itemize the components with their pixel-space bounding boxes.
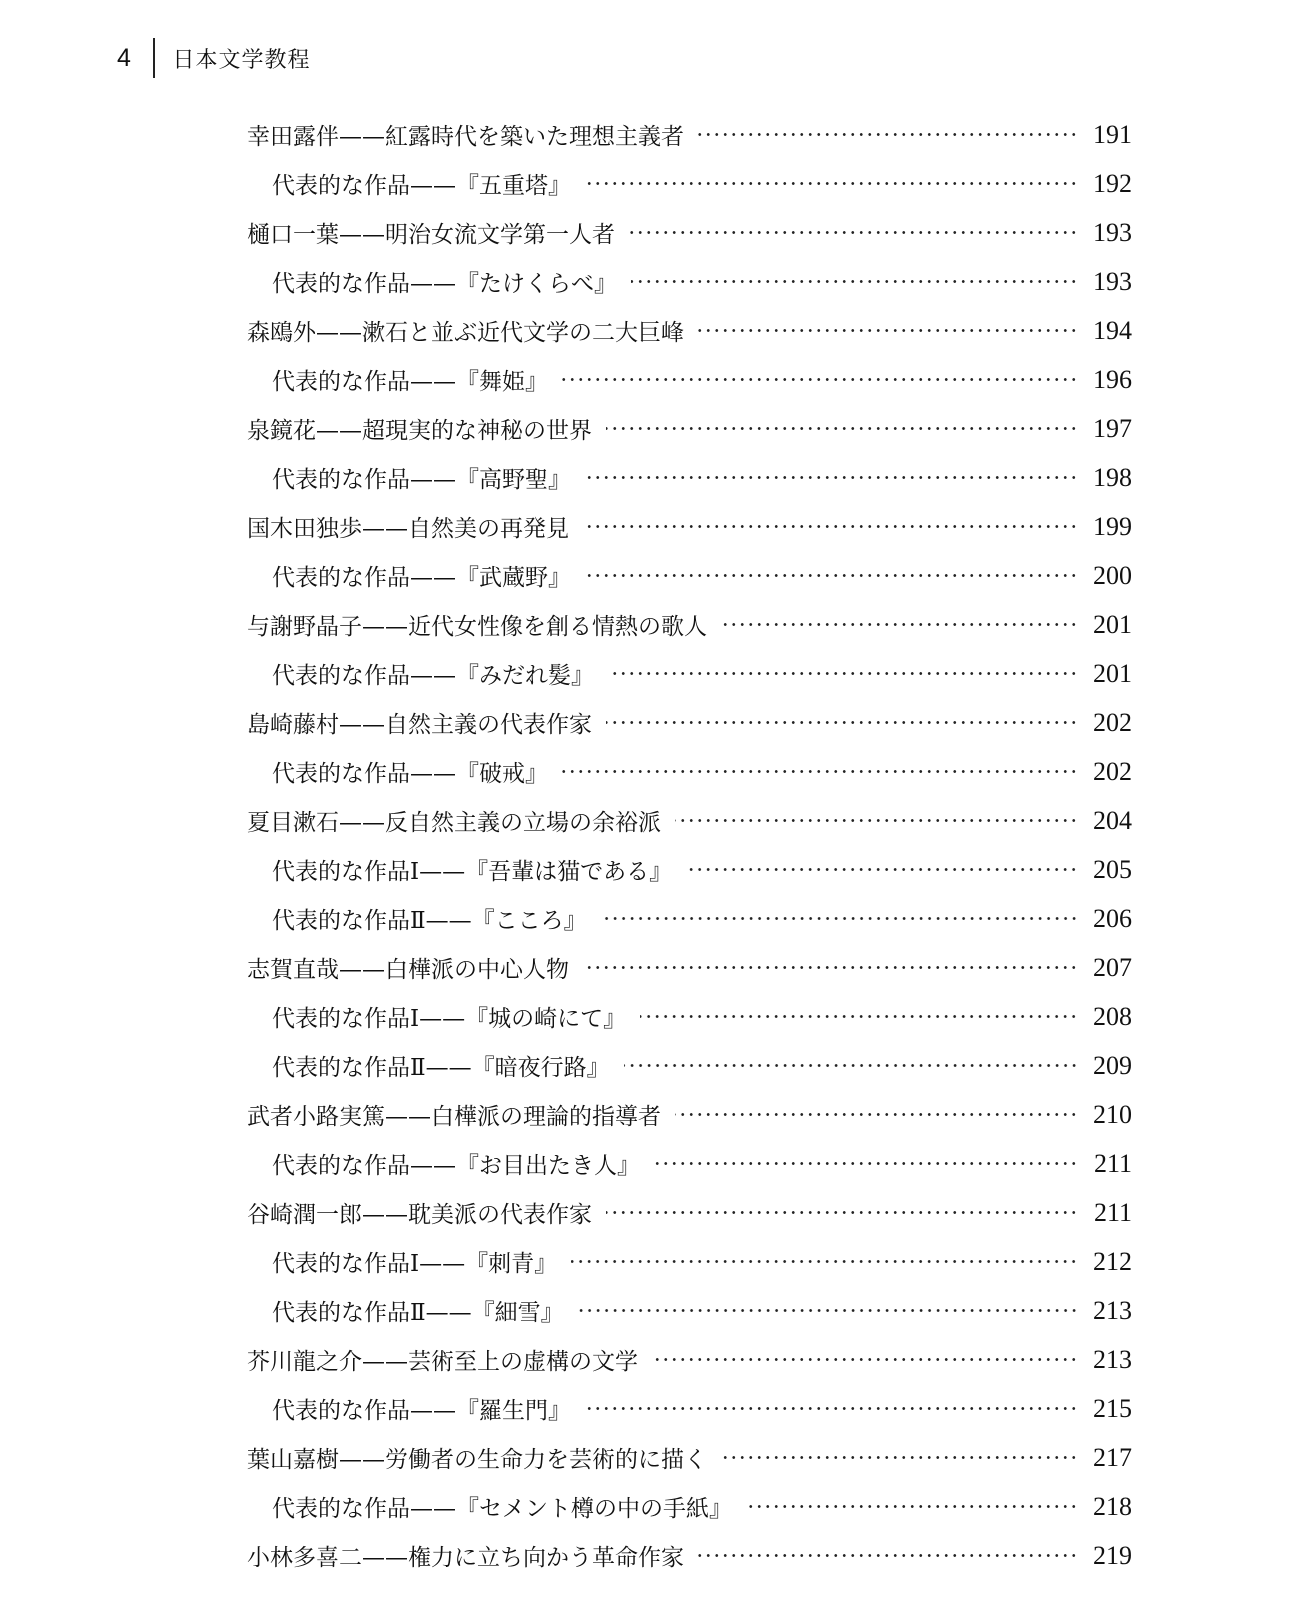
dot-leader (562, 770, 1078, 773)
toc-page-number: 207 (1093, 952, 1132, 982)
toc-page-number: 211 (1093, 1197, 1132, 1227)
toc-page-number: 192 (1093, 168, 1132, 198)
toc-subentry (247, 257, 1132, 306)
toc-entry (247, 404, 1132, 453)
toc-entry (247, 943, 1132, 992)
dot-leader (654, 1162, 1078, 1165)
toc-entry-title: 代表的な作品——『破戒』 (272, 761, 548, 787)
dot-leader (721, 623, 1078, 626)
toc-page-number: 210 (1093, 1099, 1132, 1129)
dot-leader (698, 329, 1078, 332)
running-header (117, 30, 311, 86)
toc-page-number: 217 (1093, 1442, 1132, 1472)
toc-subentry (247, 453, 1132, 502)
toc-page-number: 194 (1093, 315, 1132, 345)
dot-leader (675, 819, 1078, 822)
toc-page-number: 193 (1093, 266, 1132, 296)
toc-entry-title: 与謝野晶子——近代女性像を創る情熱の歌人 (247, 614, 707, 640)
toc-entry-title: 志賀直哉——白樺派の中心人物 (247, 957, 569, 983)
toc-entry-title: 代表的な作品——『高野聖』 (272, 467, 571, 493)
toc-page-number: 213 (1093, 1344, 1132, 1374)
dot-leader (601, 917, 1078, 920)
toc-entry (247, 1335, 1132, 1384)
toc-page-number: 201 (1093, 609, 1132, 639)
toc-page-number: 198 (1093, 462, 1132, 492)
toc-entry-title: 森鴎外——漱石と並ぶ近代文学の二大巨峰 (247, 320, 684, 346)
toc-entry (247, 306, 1132, 355)
toc-page-number: 215 (1093, 1393, 1132, 1423)
dot-leader (631, 280, 1078, 283)
toc-entry (247, 110, 1132, 159)
toc-subentry (247, 1139, 1132, 1188)
toc-subentry (247, 551, 1132, 600)
toc-subentry (247, 747, 1132, 796)
dot-leader (583, 966, 1078, 969)
toc-page-number: 219 (1093, 1540, 1132, 1570)
toc-subentry (247, 894, 1132, 943)
toc-subentry (247, 355, 1132, 404)
dot-leader (562, 378, 1078, 381)
dot-leader (629, 231, 1078, 234)
toc-entry-title: 代表的な作品Ⅱ——『細雪』 (272, 1300, 564, 1326)
dot-leader (585, 574, 1078, 577)
toc-page-number: 213 (1093, 1295, 1132, 1325)
toc-entry-title: 代表的な作品Ⅰ——『刺青』 (272, 1251, 558, 1277)
toc-entry-title: 代表的な作品——『お目出たき人』 (272, 1153, 640, 1179)
dot-leader (585, 182, 1078, 185)
toc-entry (247, 1433, 1132, 1482)
toc-page-number: 204 (1093, 805, 1132, 835)
toc-entry-title: 芥川龍之介——芸術至上の虚構の文学 (247, 1349, 638, 1375)
dot-leader (698, 133, 1078, 136)
toc-entry-title: 代表的な作品——『舞姫』 (272, 369, 548, 395)
toc-entry-title: 小林多喜二——権力に立ち向かう革命作家 (247, 1545, 684, 1571)
toc-entry-title: 夏目漱石——反自然主義の立場の余裕派 (247, 810, 661, 836)
toc-subentry (247, 1041, 1132, 1090)
toc-entry-title: 樋口一葉——明治女流文学第一人者 (247, 222, 615, 248)
toc-subentry (247, 845, 1132, 894)
toc-subentry (247, 1482, 1132, 1531)
toc-subentry (247, 1237, 1132, 1286)
toc-entry (247, 698, 1132, 747)
toc-page-number: 201 (1093, 658, 1132, 688)
dot-leader (606, 1211, 1078, 1214)
toc-entry-title: 代表的な作品——『羅生門』 (272, 1398, 571, 1424)
dot-leader (686, 868, 1078, 871)
page-number: 4 (117, 43, 131, 72)
toc-entry (247, 208, 1132, 257)
book-title: 日本文学教程 (172, 47, 311, 73)
toc-entry-title: 武者小路実篤——白樺派の理論的指導者 (247, 1104, 661, 1130)
dot-leader (608, 672, 1078, 675)
dot-leader (585, 476, 1078, 479)
toc-entry-title: 谷崎潤一郎——耽美派の代表作家 (247, 1202, 592, 1228)
toc-entry-title: 代表的な作品——『武蔵野』 (272, 565, 571, 591)
toc-page-number: 202 (1093, 756, 1132, 786)
toc-page-number: 191 (1093, 119, 1132, 149)
toc-entry (247, 796, 1132, 845)
toc-entry-title: 代表的な作品Ⅱ——『こころ』 (272, 908, 587, 934)
toc-entry-title: 幸田露伴——紅露時代を築いた理想主義者 (247, 124, 684, 150)
toc-entry-title: 代表的な作品——『みだれ髪』 (272, 663, 594, 689)
dot-leader (606, 427, 1078, 430)
toc-entry-title: 代表的な作品——『たけくらべ』 (272, 271, 617, 297)
toc-page-number: 200 (1093, 560, 1132, 590)
toc-page-number: 206 (1093, 903, 1132, 933)
dot-leader (652, 1358, 1078, 1361)
toc-entry-title: 泉鏡花——超現実的な神秘の世界 (247, 418, 592, 444)
toc-page-number: 218 (1093, 1491, 1132, 1521)
dot-leader (578, 1309, 1078, 1312)
dot-leader (675, 1113, 1078, 1116)
header-divider (153, 38, 155, 78)
toc-page-number: 199 (1093, 511, 1132, 541)
dot-leader (721, 1456, 1078, 1459)
toc-entry (247, 1188, 1132, 1237)
toc-entry (247, 600, 1132, 649)
toc-entry-title: 代表的な作品Ⅰ——『吾輩は猫である』 (272, 859, 673, 885)
toc-page-number: 205 (1093, 854, 1132, 884)
toc-entry-title: 代表的な作品——『五重塔』 (272, 173, 571, 199)
toc-page-number: 202 (1093, 707, 1132, 737)
toc-entry-title: 葉山嘉樹——労働者の生命力を芸術的に描く (247, 1447, 707, 1473)
toc-subentry (247, 1384, 1132, 1433)
dot-leader (624, 1064, 1078, 1067)
dot-leader (698, 1554, 1078, 1557)
table-of-contents (247, 110, 1132, 1580)
toc-subentry (247, 992, 1132, 1041)
toc-entry (247, 1531, 1132, 1580)
toc-page-number: 211 (1093, 1148, 1132, 1178)
toc-entry-title: 国木田独歩——自然美の再発見 (247, 516, 569, 542)
dot-leader (585, 1407, 1078, 1410)
dot-leader (640, 1015, 1078, 1018)
toc-page-number: 209 (1093, 1050, 1132, 1080)
dot-leader (746, 1505, 1078, 1508)
toc-page-number: 212 (1093, 1246, 1132, 1276)
toc-entry (247, 502, 1132, 551)
toc-subentry (247, 649, 1132, 698)
toc-page-number: 208 (1093, 1001, 1132, 1031)
toc-subentry (247, 159, 1132, 208)
toc-entry-title: 代表的な作品Ⅱ——『暗夜行路』 (272, 1055, 610, 1081)
dot-leader (571, 1260, 1078, 1263)
toc-page-number: 193 (1093, 217, 1132, 247)
toc-page-number: 196 (1093, 364, 1132, 394)
toc-page-number: 197 (1093, 413, 1132, 443)
toc-subentry (247, 1286, 1132, 1335)
dot-leader (606, 721, 1078, 724)
toc-entry-title: 代表的な作品——『セメント樽の中の手紙』 (272, 1496, 732, 1522)
dot-leader (583, 525, 1078, 528)
toc-entry-title: 代表的な作品Ⅰ——『城の崎にて』 (272, 1006, 627, 1032)
toc-entry (247, 1090, 1132, 1139)
toc-entry-title: 島崎藤村——自然主義の代表作家 (247, 712, 592, 738)
